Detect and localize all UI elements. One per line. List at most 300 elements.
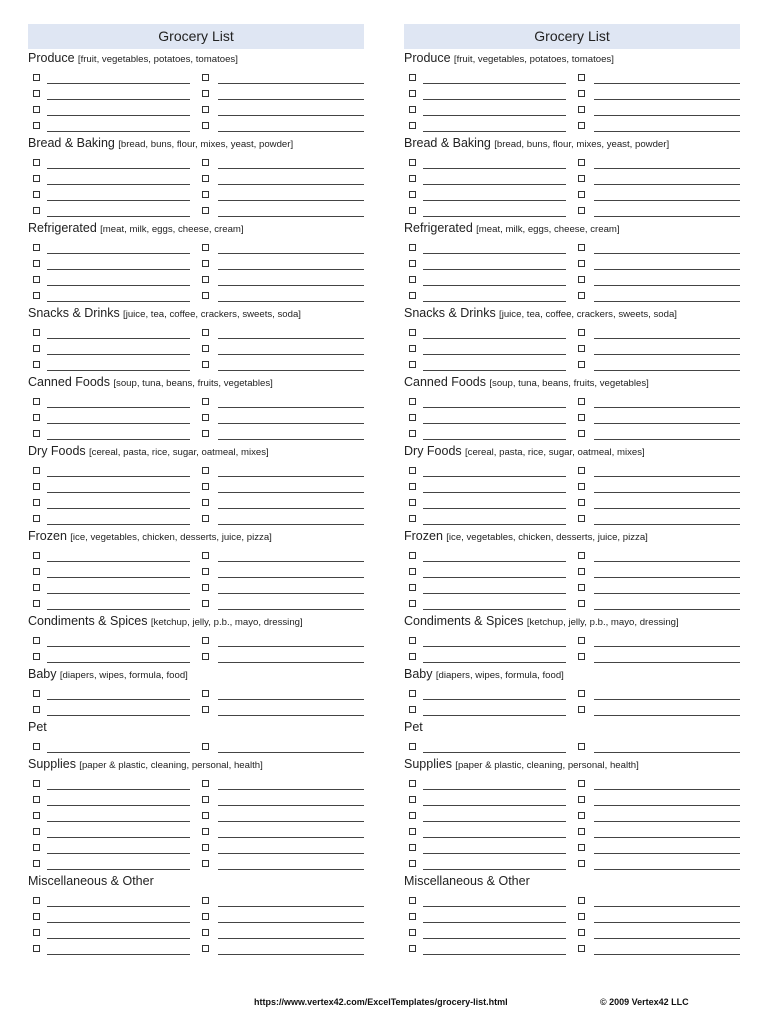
item-checkbox[interactable] xyxy=(578,913,585,920)
item-checkbox[interactable] xyxy=(578,690,585,697)
item-write-line[interactable] xyxy=(47,609,190,610)
item-write-line[interactable] xyxy=(218,99,364,100)
item-checkbox[interactable] xyxy=(409,812,416,819)
item-checkbox[interactable] xyxy=(202,329,209,336)
item-write-line[interactable] xyxy=(594,922,740,923)
item-checkbox[interactable] xyxy=(409,483,416,490)
item-write-line[interactable] xyxy=(594,439,740,440)
item-write-line[interactable] xyxy=(594,789,740,790)
item-checkbox[interactable] xyxy=(33,260,40,267)
item-checkbox[interactable] xyxy=(578,292,585,299)
item-write-line[interactable] xyxy=(594,115,740,116)
item-checkbox[interactable] xyxy=(33,584,40,591)
item-checkbox[interactable] xyxy=(33,207,40,214)
item-write-line[interactable] xyxy=(47,752,190,753)
item-checkbox[interactable] xyxy=(409,780,416,787)
item-checkbox[interactable] xyxy=(202,191,209,198)
item-checkbox[interactable] xyxy=(202,913,209,920)
item-checkbox[interactable] xyxy=(33,106,40,113)
item-checkbox[interactable] xyxy=(33,653,40,660)
item-checkbox[interactable] xyxy=(202,653,209,660)
item-write-line[interactable] xyxy=(47,869,190,870)
item-write-line[interactable] xyxy=(47,184,190,185)
item-checkbox[interactable] xyxy=(202,600,209,607)
item-checkbox[interactable] xyxy=(202,106,209,113)
item-write-line[interactable] xyxy=(423,869,566,870)
item-checkbox[interactable] xyxy=(409,860,416,867)
item-write-line[interactable] xyxy=(218,853,364,854)
item-write-line[interactable] xyxy=(594,423,740,424)
item-write-line[interactable] xyxy=(218,789,364,790)
item-write-line[interactable] xyxy=(594,938,740,939)
item-write-line[interactable] xyxy=(218,805,364,806)
item-write-line[interactable] xyxy=(218,699,364,700)
item-write-line[interactable] xyxy=(218,662,364,663)
item-write-line[interactable] xyxy=(594,200,740,201)
item-write-line[interactable] xyxy=(47,407,190,408)
item-write-line[interactable] xyxy=(594,821,740,822)
item-write-line[interactable] xyxy=(218,407,364,408)
item-write-line[interactable] xyxy=(47,492,190,493)
item-checkbox[interactable] xyxy=(33,860,40,867)
item-checkbox[interactable] xyxy=(578,653,585,660)
item-write-line[interactable] xyxy=(218,922,364,923)
item-write-line[interactable] xyxy=(47,837,190,838)
item-write-line[interactable] xyxy=(594,407,740,408)
item-write-line[interactable] xyxy=(423,168,566,169)
item-checkbox[interactable] xyxy=(578,796,585,803)
item-checkbox[interactable] xyxy=(202,743,209,750)
item-checkbox[interactable] xyxy=(202,812,209,819)
item-write-line[interactable] xyxy=(47,200,190,201)
item-checkbox[interactable] xyxy=(202,430,209,437)
item-write-line[interactable] xyxy=(218,561,364,562)
item-write-line[interactable] xyxy=(423,715,566,716)
item-write-line[interactable] xyxy=(47,938,190,939)
item-write-line[interactable] xyxy=(218,83,364,84)
item-checkbox[interactable] xyxy=(409,430,416,437)
item-checkbox[interactable] xyxy=(33,844,40,851)
item-checkbox[interactable] xyxy=(578,191,585,198)
item-write-line[interactable] xyxy=(423,954,566,955)
item-checkbox[interactable] xyxy=(33,175,40,182)
item-checkbox[interactable] xyxy=(409,106,416,113)
item-write-line[interactable] xyxy=(218,492,364,493)
item-checkbox[interactable] xyxy=(409,414,416,421)
item-write-line[interactable] xyxy=(218,577,364,578)
item-checkbox[interactable] xyxy=(33,430,40,437)
item-checkbox[interactable] xyxy=(202,706,209,713)
item-write-line[interactable] xyxy=(594,837,740,838)
item-write-line[interactable] xyxy=(47,301,190,302)
item-checkbox[interactable] xyxy=(578,329,585,336)
item-write-line[interactable] xyxy=(47,370,190,371)
item-checkbox[interactable] xyxy=(578,74,585,81)
item-write-line[interactable] xyxy=(47,821,190,822)
item-write-line[interactable] xyxy=(594,370,740,371)
item-write-line[interactable] xyxy=(218,131,364,132)
item-write-line[interactable] xyxy=(218,423,364,424)
item-checkbox[interactable] xyxy=(33,329,40,336)
item-write-line[interactable] xyxy=(218,609,364,610)
item-write-line[interactable] xyxy=(218,370,364,371)
item-checkbox[interactable] xyxy=(202,414,209,421)
item-write-line[interactable] xyxy=(218,216,364,217)
item-write-line[interactable] xyxy=(218,253,364,254)
item-write-line[interactable] xyxy=(47,954,190,955)
item-write-line[interactable] xyxy=(594,301,740,302)
item-checkbox[interactable] xyxy=(409,653,416,660)
item-checkbox[interactable] xyxy=(409,552,416,559)
item-write-line[interactable] xyxy=(47,423,190,424)
item-write-line[interactable] xyxy=(47,805,190,806)
item-write-line[interactable] xyxy=(218,354,364,355)
item-write-line[interactable] xyxy=(218,646,364,647)
item-checkbox[interactable] xyxy=(578,743,585,750)
item-write-line[interactable] xyxy=(594,869,740,870)
item-checkbox[interactable] xyxy=(578,499,585,506)
item-checkbox[interactable] xyxy=(409,499,416,506)
item-write-line[interactable] xyxy=(423,200,566,201)
item-checkbox[interactable] xyxy=(202,175,209,182)
item-checkbox[interactable] xyxy=(202,398,209,405)
item-write-line[interactable] xyxy=(47,577,190,578)
item-write-line[interactable] xyxy=(47,216,190,217)
item-checkbox[interactable] xyxy=(578,945,585,952)
item-checkbox[interactable] xyxy=(202,260,209,267)
item-checkbox[interactable] xyxy=(202,690,209,697)
item-checkbox[interactable] xyxy=(33,414,40,421)
item-write-line[interactable] xyxy=(218,301,364,302)
item-write-line[interactable] xyxy=(423,285,566,286)
item-write-line[interactable] xyxy=(218,476,364,477)
item-write-line[interactable] xyxy=(218,269,364,270)
item-checkbox[interactable] xyxy=(202,207,209,214)
item-checkbox[interactable] xyxy=(578,467,585,474)
item-write-line[interactable] xyxy=(423,131,566,132)
item-checkbox[interactable] xyxy=(409,897,416,904)
item-write-line[interactable] xyxy=(423,253,566,254)
item-write-line[interactable] xyxy=(423,922,566,923)
item-checkbox[interactable] xyxy=(33,74,40,81)
item-write-line[interactable] xyxy=(423,593,566,594)
item-write-line[interactable] xyxy=(218,200,364,201)
item-checkbox[interactable] xyxy=(33,706,40,713)
item-write-line[interactable] xyxy=(47,269,190,270)
item-write-line[interactable] xyxy=(594,216,740,217)
item-checkbox[interactable] xyxy=(409,706,416,713)
item-checkbox[interactable] xyxy=(202,515,209,522)
item-write-line[interactable] xyxy=(423,407,566,408)
item-checkbox[interactable] xyxy=(202,780,209,787)
item-checkbox[interactable] xyxy=(33,276,40,283)
item-write-line[interactable] xyxy=(47,853,190,854)
item-write-line[interactable] xyxy=(47,253,190,254)
item-checkbox[interactable] xyxy=(202,276,209,283)
item-checkbox[interactable] xyxy=(33,945,40,952)
item-write-line[interactable] xyxy=(594,492,740,493)
item-write-line[interactable] xyxy=(47,99,190,100)
item-checkbox[interactable] xyxy=(409,945,416,952)
item-checkbox[interactable] xyxy=(202,584,209,591)
item-write-line[interactable] xyxy=(218,593,364,594)
item-write-line[interactable] xyxy=(218,168,364,169)
item-checkbox[interactable] xyxy=(578,515,585,522)
item-write-line[interactable] xyxy=(218,439,364,440)
item-checkbox[interactable] xyxy=(578,361,585,368)
item-checkbox[interactable] xyxy=(409,568,416,575)
item-checkbox[interactable] xyxy=(578,600,585,607)
item-write-line[interactable] xyxy=(218,821,364,822)
item-write-line[interactable] xyxy=(423,938,566,939)
item-write-line[interactable] xyxy=(47,476,190,477)
item-checkbox[interactable] xyxy=(409,122,416,129)
item-write-line[interactable] xyxy=(594,646,740,647)
item-checkbox[interactable] xyxy=(33,499,40,506)
item-write-line[interactable] xyxy=(423,789,566,790)
item-write-line[interactable] xyxy=(47,524,190,525)
item-write-line[interactable] xyxy=(594,338,740,339)
item-checkbox[interactable] xyxy=(33,796,40,803)
item-checkbox[interactable] xyxy=(578,175,585,182)
item-checkbox[interactable] xyxy=(409,260,416,267)
item-write-line[interactable] xyxy=(594,354,740,355)
item-checkbox[interactable] xyxy=(202,361,209,368)
item-checkbox[interactable] xyxy=(409,329,416,336)
item-write-line[interactable] xyxy=(423,609,566,610)
item-checkbox[interactable] xyxy=(33,244,40,251)
item-checkbox[interactable] xyxy=(578,430,585,437)
item-checkbox[interactable] xyxy=(202,637,209,644)
item-write-line[interactable] xyxy=(218,524,364,525)
item-write-line[interactable] xyxy=(594,699,740,700)
item-checkbox[interactable] xyxy=(202,945,209,952)
item-write-line[interactable] xyxy=(47,593,190,594)
item-write-line[interactable] xyxy=(423,805,566,806)
item-write-line[interactable] xyxy=(47,646,190,647)
item-write-line[interactable] xyxy=(218,115,364,116)
item-checkbox[interactable] xyxy=(409,276,416,283)
item-checkbox[interactable] xyxy=(33,515,40,522)
item-checkbox[interactable] xyxy=(202,568,209,575)
item-write-line[interactable] xyxy=(47,715,190,716)
item-write-line[interactable] xyxy=(594,954,740,955)
item-checkbox[interactable] xyxy=(33,122,40,129)
item-checkbox[interactable] xyxy=(33,398,40,405)
item-checkbox[interactable] xyxy=(578,207,585,214)
item-checkbox[interactable] xyxy=(409,828,416,835)
item-checkbox[interactable] xyxy=(578,812,585,819)
item-write-line[interactable] xyxy=(594,285,740,286)
item-write-line[interactable] xyxy=(218,954,364,955)
item-write-line[interactable] xyxy=(423,906,566,907)
item-checkbox[interactable] xyxy=(33,345,40,352)
item-checkbox[interactable] xyxy=(33,552,40,559)
item-checkbox[interactable] xyxy=(33,780,40,787)
item-write-line[interactable] xyxy=(594,662,740,663)
item-checkbox[interactable] xyxy=(578,828,585,835)
item-checkbox[interactable] xyxy=(33,637,40,644)
item-write-line[interactable] xyxy=(218,285,364,286)
item-checkbox[interactable] xyxy=(409,600,416,607)
item-checkbox[interactable] xyxy=(578,637,585,644)
item-write-line[interactable] xyxy=(423,699,566,700)
item-write-line[interactable] xyxy=(423,524,566,525)
item-checkbox[interactable] xyxy=(33,690,40,697)
item-checkbox[interactable] xyxy=(202,828,209,835)
item-checkbox[interactable] xyxy=(202,244,209,251)
item-checkbox[interactable] xyxy=(33,828,40,835)
item-write-line[interactable] xyxy=(594,609,740,610)
item-checkbox[interactable] xyxy=(202,860,209,867)
item-write-line[interactable] xyxy=(594,805,740,806)
item-checkbox[interactable] xyxy=(409,929,416,936)
item-checkbox[interactable] xyxy=(202,844,209,851)
item-checkbox[interactable] xyxy=(409,361,416,368)
item-write-line[interactable] xyxy=(218,715,364,716)
item-write-line[interactable] xyxy=(594,593,740,594)
item-checkbox[interactable] xyxy=(578,398,585,405)
item-checkbox[interactable] xyxy=(578,276,585,283)
item-checkbox[interactable] xyxy=(409,844,416,851)
item-checkbox[interactable] xyxy=(33,913,40,920)
item-checkbox[interactable] xyxy=(578,897,585,904)
item-checkbox[interactable] xyxy=(202,929,209,936)
item-checkbox[interactable] xyxy=(578,552,585,559)
item-checkbox[interactable] xyxy=(33,483,40,490)
item-write-line[interactable] xyxy=(47,561,190,562)
item-checkbox[interactable] xyxy=(409,345,416,352)
item-write-line[interactable] xyxy=(423,99,566,100)
item-checkbox[interactable] xyxy=(409,191,416,198)
item-write-line[interactable] xyxy=(423,837,566,838)
item-write-line[interactable] xyxy=(218,338,364,339)
item-checkbox[interactable] xyxy=(33,159,40,166)
item-checkbox[interactable] xyxy=(578,706,585,713)
item-checkbox[interactable] xyxy=(409,398,416,405)
item-write-line[interactable] xyxy=(594,561,740,562)
item-checkbox[interactable] xyxy=(409,913,416,920)
item-checkbox[interactable] xyxy=(409,244,416,251)
item-checkbox[interactable] xyxy=(33,812,40,819)
item-checkbox[interactable] xyxy=(409,159,416,166)
item-write-line[interactable] xyxy=(47,789,190,790)
item-checkbox[interactable] xyxy=(409,743,416,750)
item-write-line[interactable] xyxy=(47,168,190,169)
item-write-line[interactable] xyxy=(218,837,364,838)
item-write-line[interactable] xyxy=(594,99,740,100)
item-checkbox[interactable] xyxy=(202,499,209,506)
item-checkbox[interactable] xyxy=(578,244,585,251)
item-checkbox[interactable] xyxy=(409,175,416,182)
item-checkbox[interactable] xyxy=(33,467,40,474)
item-write-line[interactable] xyxy=(423,269,566,270)
item-checkbox[interactable] xyxy=(409,292,416,299)
item-checkbox[interactable] xyxy=(578,929,585,936)
item-checkbox[interactable] xyxy=(578,90,585,97)
item-checkbox[interactable] xyxy=(578,483,585,490)
item-write-line[interactable] xyxy=(218,508,364,509)
item-write-line[interactable] xyxy=(423,354,566,355)
item-write-line[interactable] xyxy=(594,184,740,185)
item-checkbox[interactable] xyxy=(202,122,209,129)
item-write-line[interactable] xyxy=(594,715,740,716)
item-checkbox[interactable] xyxy=(578,568,585,575)
item-write-line[interactable] xyxy=(47,354,190,355)
item-write-line[interactable] xyxy=(594,853,740,854)
item-checkbox[interactable] xyxy=(33,600,40,607)
item-write-line[interactable] xyxy=(423,115,566,116)
item-checkbox[interactable] xyxy=(409,690,416,697)
item-checkbox[interactable] xyxy=(33,90,40,97)
item-write-line[interactable] xyxy=(47,662,190,663)
item-write-line[interactable] xyxy=(47,131,190,132)
item-write-line[interactable] xyxy=(423,301,566,302)
item-checkbox[interactable] xyxy=(409,207,416,214)
item-write-line[interactable] xyxy=(218,906,364,907)
item-checkbox[interactable] xyxy=(578,860,585,867)
item-checkbox[interactable] xyxy=(578,122,585,129)
item-write-line[interactable] xyxy=(47,83,190,84)
item-checkbox[interactable] xyxy=(578,345,585,352)
item-write-line[interactable] xyxy=(423,662,566,663)
item-checkbox[interactable] xyxy=(202,897,209,904)
item-write-line[interactable] xyxy=(423,821,566,822)
item-write-line[interactable] xyxy=(218,938,364,939)
item-write-line[interactable] xyxy=(47,922,190,923)
item-write-line[interactable] xyxy=(594,508,740,509)
item-checkbox[interactable] xyxy=(33,897,40,904)
item-checkbox[interactable] xyxy=(578,260,585,267)
item-checkbox[interactable] xyxy=(33,743,40,750)
item-checkbox[interactable] xyxy=(202,345,209,352)
item-write-line[interactable] xyxy=(47,285,190,286)
item-checkbox[interactable] xyxy=(409,74,416,81)
item-write-line[interactable] xyxy=(423,476,566,477)
item-write-line[interactable] xyxy=(47,115,190,116)
item-checkbox[interactable] xyxy=(33,361,40,368)
item-write-line[interactable] xyxy=(423,508,566,509)
item-checkbox[interactable] xyxy=(409,637,416,644)
item-write-line[interactable] xyxy=(423,216,566,217)
item-write-line[interactable] xyxy=(594,168,740,169)
item-write-line[interactable] xyxy=(423,423,566,424)
item-write-line[interactable] xyxy=(594,83,740,84)
item-checkbox[interactable] xyxy=(202,467,209,474)
item-write-line[interactable] xyxy=(218,869,364,870)
item-write-line[interactable] xyxy=(423,561,566,562)
item-write-line[interactable] xyxy=(423,853,566,854)
item-checkbox[interactable] xyxy=(409,796,416,803)
item-write-line[interactable] xyxy=(423,646,566,647)
item-checkbox[interactable] xyxy=(409,90,416,97)
item-checkbox[interactable] xyxy=(578,584,585,591)
item-write-line[interactable] xyxy=(594,752,740,753)
item-write-line[interactable] xyxy=(47,439,190,440)
item-write-line[interactable] xyxy=(594,906,740,907)
item-write-line[interactable] xyxy=(423,370,566,371)
item-checkbox[interactable] xyxy=(409,467,416,474)
item-write-line[interactable] xyxy=(47,338,190,339)
item-checkbox[interactable] xyxy=(578,780,585,787)
item-write-line[interactable] xyxy=(594,577,740,578)
item-write-line[interactable] xyxy=(423,577,566,578)
item-write-line[interactable] xyxy=(594,476,740,477)
item-checkbox[interactable] xyxy=(33,929,40,936)
item-write-line[interactable] xyxy=(594,253,740,254)
item-checkbox[interactable] xyxy=(202,90,209,97)
item-checkbox[interactable] xyxy=(202,483,209,490)
